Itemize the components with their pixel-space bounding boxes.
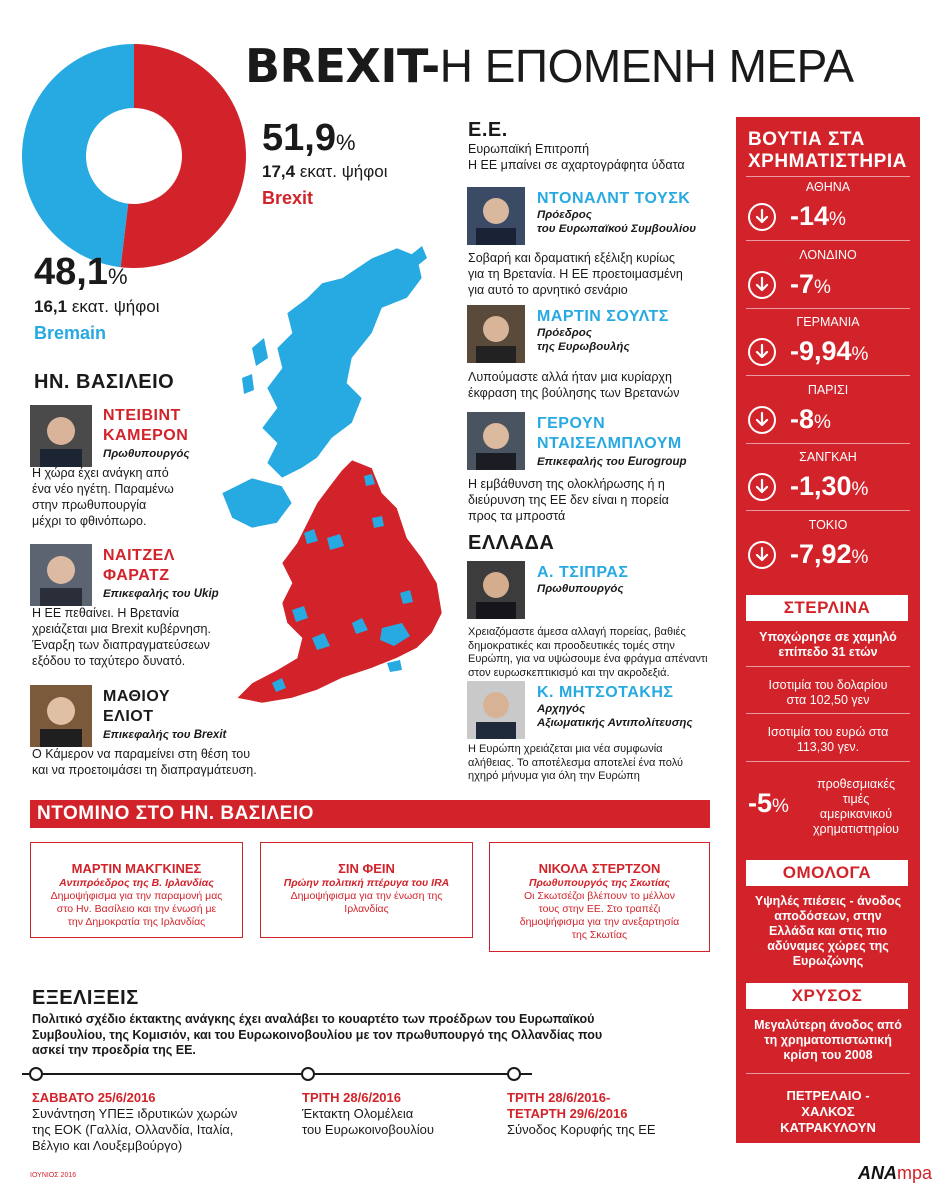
uk-referendum-map <box>222 238 450 706</box>
divider <box>746 666 910 667</box>
farage-name: ΝΑΙΤΖΕΛ ΦΑΡΑΤΖ <box>103 547 175 584</box>
farage-quote: Η ΕΕ πεθαίνει. Η Βρετανία χρειάζεται μια Brexit κυβέρνηση. Έναρξη των διαπραγματεύσεων εξόδου το ταχύτερο δυνατό. <box>32 606 211 668</box>
oil-copper-text: ΠΕΤΡΕΛΑΙΟ - ΧΑΛΚΟΣ ΚΑΤΡΑΚΥΛΟΥΝ <box>780 1088 876 1135</box>
schulz-role: Πρόεδρος της Ευρωβουλής <box>537 327 630 353</box>
elliott-photo <box>30 685 92 747</box>
greece-heading: ΕΛΛΑΔΑ <box>468 532 555 554</box>
market-city: ΓΕΡΜΑΝΙΑ <box>796 315 860 329</box>
tsipras-name: Α. ΤΣΙΠΡΑΣ <box>537 564 629 581</box>
footer-date: ΙΟΥΝΙΟΣ 2016 <box>30 1172 77 1179</box>
event-date: ΤΡΙΤΗ 28/6/2016- ΤΕΤΑΡΤΗ 29/6/2016 <box>507 1090 628 1121</box>
ana-mpa-logo: ANAmpa <box>858 1163 933 1183</box>
dijsselbloem-quote: Η εμβάθυνση της ολοκλήρωσης ή η διεύρυνση της ΕΕ δεν είναι η πορεία προς τα μπροστά <box>468 477 669 523</box>
tusk-photo <box>467 187 525 245</box>
event-text: Σύνοδος Κορυφής της ΕΕ <box>507 1122 656 1137</box>
tusk-quote: Σοβαρή και δραματική εξέλιξη κυρίως για τη Βρετανία. Η ΕΕ προετοιμασμένη για αυτό το αρνητικό σενάριο <box>468 251 683 297</box>
market-city: ΑΘΗΝΑ <box>805 180 851 194</box>
domino-text: Οι Σκωτσέζοι βλέπουν το μέλλον τους στην ΕΕ. Στο τραπέζι δημοψήφισμα για την ανεξαρτησία της Σκωτίας <box>519 890 680 941</box>
market-change-value: -8% <box>790 403 831 434</box>
title-next-day: Η ΕΠΟΜΕΝΗ ΜΕΡΑ <box>439 40 854 92</box>
down-arrow-icon <box>748 541 776 569</box>
tusk-name: ΝΤΟΝΑΛΝΤ ΤΟΥΣΚ <box>537 190 691 207</box>
down-arrow-icon <box>748 406 776 434</box>
domino-role: Πρωθυπουργός της Σκωτίας <box>529 877 670 889</box>
mitsotakis-photo <box>467 681 525 739</box>
markets-heading: ΒΟΥΤΙΑ ΣΤΑ ΧΡΗΜΑΤΙΣΤΗΡΙΑ <box>748 129 907 172</box>
domino-name: ΜΑΡΤΙΝ ΜΑΚΓΚΙΝΕΣ <box>71 861 202 876</box>
gold-text: Μεγαλύτερη άνοδος από τη χρηματοπιστωτική κρίση του 2008 <box>754 1018 902 1062</box>
domino-text: Δημοψήφισμα για την ένωση της Ιρλανδίας <box>290 890 443 915</box>
mitsotakis-quote: Η Ευρώπη χρειάζεται μια νέα συμφωνία αλήθειας. Το αποτέλεσμα αποτελεί ένα πολύ ηχηρό μήνυμα για όλη την Ευρώπη <box>468 743 683 782</box>
eu-commission-quote: Η ΕΕ μπαίνει σε αχαρτογράφητα ύδατα <box>468 158 685 172</box>
divider <box>746 1073 910 1074</box>
uk-heading: ΗΝ. ΒΑΣΙΛΕΙΟ <box>34 371 175 393</box>
dijsselbloem-name: ΓΕΡΟΥΝ ΝΤΑΙΣΕΛΜΠΛΟΥΜ <box>537 415 682 452</box>
cameron-quote: Η χώρα έχει ανάγκη από ένα νέο ηγέτη. Παραμένω στην πρωθυπουργία μέχρι το φθινόπωρο. <box>32 466 174 528</box>
futures-text: προθεσμιακές τιμές αμερικανικού χρηματιστηρίου <box>812 777 900 836</box>
bremain-label: Bremain <box>34 323 107 343</box>
bremain-slice <box>22 44 134 267</box>
bonds-heading: ΟΜΟΛΟΓΑ <box>746 860 908 886</box>
domino-role: Αντιπρόεδρος της Β. Ιρλανδίας <box>59 877 214 889</box>
farage-photo <box>30 544 92 606</box>
cameron-photo <box>30 405 92 467</box>
futures-value: -5% <box>748 788 789 818</box>
referendum-donut-chart <box>18 40 250 272</box>
domino-box-sturgeon <box>489 842 710 952</box>
brexit-percentage: 51,9% <box>262 117 356 159</box>
brexit-votes: 17,4 εκατ. ψήφοι <box>262 162 388 181</box>
eu-heading: Ε.Ε. <box>468 119 508 141</box>
divider <box>746 443 910 444</box>
down-arrow-icon <box>748 271 776 299</box>
market-city: ΠΑΡΙΣΙ <box>807 382 849 397</box>
divider <box>746 375 910 376</box>
developments-heading: ΕΞΕΛΙΞΕΙΣ <box>32 987 139 1009</box>
developments-intro: Πολιτικό σχέδιο έκτακτης ανάγκης έχει αναλάβει το κουαρτέτο των προέδρων του Ευρωπαϊκού Συμβουλίου, της Κομισιόν, και του Ευρωκοινοβουλίου με τον πρωθυπουργό της Ολλανδίας που ασκεί την προεδρία της ΕΕ. <box>32 1012 603 1057</box>
cameron-role: Πρωθυπουργός <box>103 448 190 460</box>
domino-name: ΝΙΚΟΛΑ ΣΤΕΡΤΖΟΝ <box>538 861 661 876</box>
domino-box-sinn-fein <box>260 842 473 938</box>
market-change-value: -7,92% <box>790 538 869 569</box>
divider <box>746 761 910 762</box>
bremain-percentage: 48,1% <box>34 251 128 293</box>
gold-heading: ΧΡΥΣΟΣ <box>746 983 908 1009</box>
event-date: ΤΡΙΤΗ 28/6/2016 <box>302 1090 401 1105</box>
market-change-value: -1,30% <box>790 471 869 501</box>
tusk-role: Πρόεδρος του Ευρωπαϊκού Συμβουλίου <box>537 209 697 235</box>
domino-name: ΣΙΝ ΦΕΙΝ <box>338 861 395 876</box>
northern-ireland-region <box>222 478 292 528</box>
bremain-votes: 16,1 εκατ. ψήφοι <box>34 297 160 316</box>
market-city: ΛΟΝΔΙΝΟ <box>799 247 857 262</box>
event-text: Συνάντηση ΥΠΕΞ ιδρυτικών χωρών της ΕΟΚ (Γαλλία, Ολλανδία, Ιταλία, Βέλγιο και Λουξεμβούργο) <box>32 1106 238 1153</box>
york-remain-area <box>372 516 384 528</box>
farage-role: Επικεφαλής του Ukip <box>103 588 219 600</box>
event-date: ΣΑΒΒΑΤΟ 25/6/2016 <box>32 1090 156 1105</box>
event-text: Έκτακτη Ολομέλεια του Ευρωκοινοβουλίου <box>302 1106 434 1137</box>
sterling-eur: Ισοτιμία του ευρώ στα 113,30 γεν. <box>767 725 889 754</box>
schulz-photo <box>467 305 525 363</box>
market-change-value: -9,94% <box>790 336 869 366</box>
tsipras-photo <box>467 561 525 619</box>
divider <box>746 240 910 241</box>
elliott-quote: Ο Κάμερον να παραμείνει στη θέση του και να προετοιμάσει τη διαπραγμάτευση. <box>32 747 257 777</box>
domino-text: Δημοψήφισμα για την παραμονή μας στο Ην. Βασίλειο και την ένωσή με την Δημοκρατία της Ιρλανδίας <box>50 890 223 928</box>
elliott-role: Επικεφαλής του Brexit <box>103 729 227 741</box>
sterling-low: Υποχώρησε σε χαμηλό επίπεδο 31 ετών <box>759 630 897 659</box>
schulz-quote: Λυπούμαστε αλλά ήταν μια κυρίαρχη έκφραση της βούλησης των Βρετανών <box>468 370 680 400</box>
brighton-remain-area <box>387 660 402 672</box>
eu-commission: Ευρωπαϊκή Επιτροπή <box>468 142 590 156</box>
dijsselbloem-photo <box>467 412 525 470</box>
brexit-slice <box>121 44 246 268</box>
divider <box>746 176 910 177</box>
divider <box>746 713 910 714</box>
event-2 <box>302 1090 502 1138</box>
elliott-name: ΜΑΘΙΟΥ ΕΛΙΟΤ <box>103 688 171 725</box>
brexit-label: Brexit <box>262 188 314 208</box>
cameron-name: ΝΤΕΙΒΙΝΤ ΚΑΜΕΡΟΝ <box>103 407 189 444</box>
domino-box-mcguinness <box>30 842 243 938</box>
divider <box>746 510 910 511</box>
event-3 <box>507 1090 727 1138</box>
sterling-heading: ΣΤΕΡΛΙΝΑ <box>746 595 908 621</box>
market-city: ΤΟΚΙΟ <box>808 517 848 532</box>
down-arrow-icon <box>748 203 776 231</box>
page-title <box>245 38 854 94</box>
domino-role: Πρώην πολιτική πτέρυγα του IRA <box>283 877 450 889</box>
down-arrow-icon <box>748 338 776 366</box>
mitsotakis-name: Κ. ΜΗΤΣΟΤΑΚΗΣ <box>537 684 674 701</box>
event-1 <box>32 1090 272 1154</box>
timeline <box>22 1064 532 1084</box>
mitsotakis-role: Αρχηγός Αξιωματικής Αντιπολίτευσης <box>537 703 693 729</box>
scotland-region <box>262 248 422 478</box>
bonds-text: Υψηλές πιέσεις - άνοδος αποδόσεων, στην Ελλάδα και στις πιο αδύναμες χώρες της Ευρωζώνης <box>754 894 902 968</box>
market-change-value: -14% <box>790 201 846 231</box>
market-city: ΣΑΝΓΚΑΗ <box>799 450 857 464</box>
domino-heading: ΝΤΟΜΙΝΟ ΣΤΟ ΗΝ. ΒΑΣΙΛΕΙΟ <box>30 800 710 828</box>
down-arrow-icon <box>748 473 776 501</box>
tsipras-quote: Χρειαζόμαστε άμεσα αλλαγή πορείας, βαθιές δημοκρατικές και προοδευτικές τομές στην Ευρώπη, για να υψώσουμε ένα φράγμα απέναντι στον ευρωσκεπτικισμό και την ακροδεξιά. <box>468 626 708 679</box>
dijsselbloem-role: Επικεφαλής του Eurogroup <box>537 456 687 468</box>
sterling-usd: Ισοτιμία του δολαρίου στα 102,50 γεν <box>768 678 888 707</box>
divider <box>746 308 910 309</box>
schulz-name: ΜΑΡΤΙΝ ΣΟΥΛΤΣ <box>537 308 669 325</box>
title-brexit: BREXIT- <box>245 39 440 93</box>
tsipras-role: Πρωθυπουργός <box>537 583 624 595</box>
market-change-value: -7% <box>790 268 831 299</box>
